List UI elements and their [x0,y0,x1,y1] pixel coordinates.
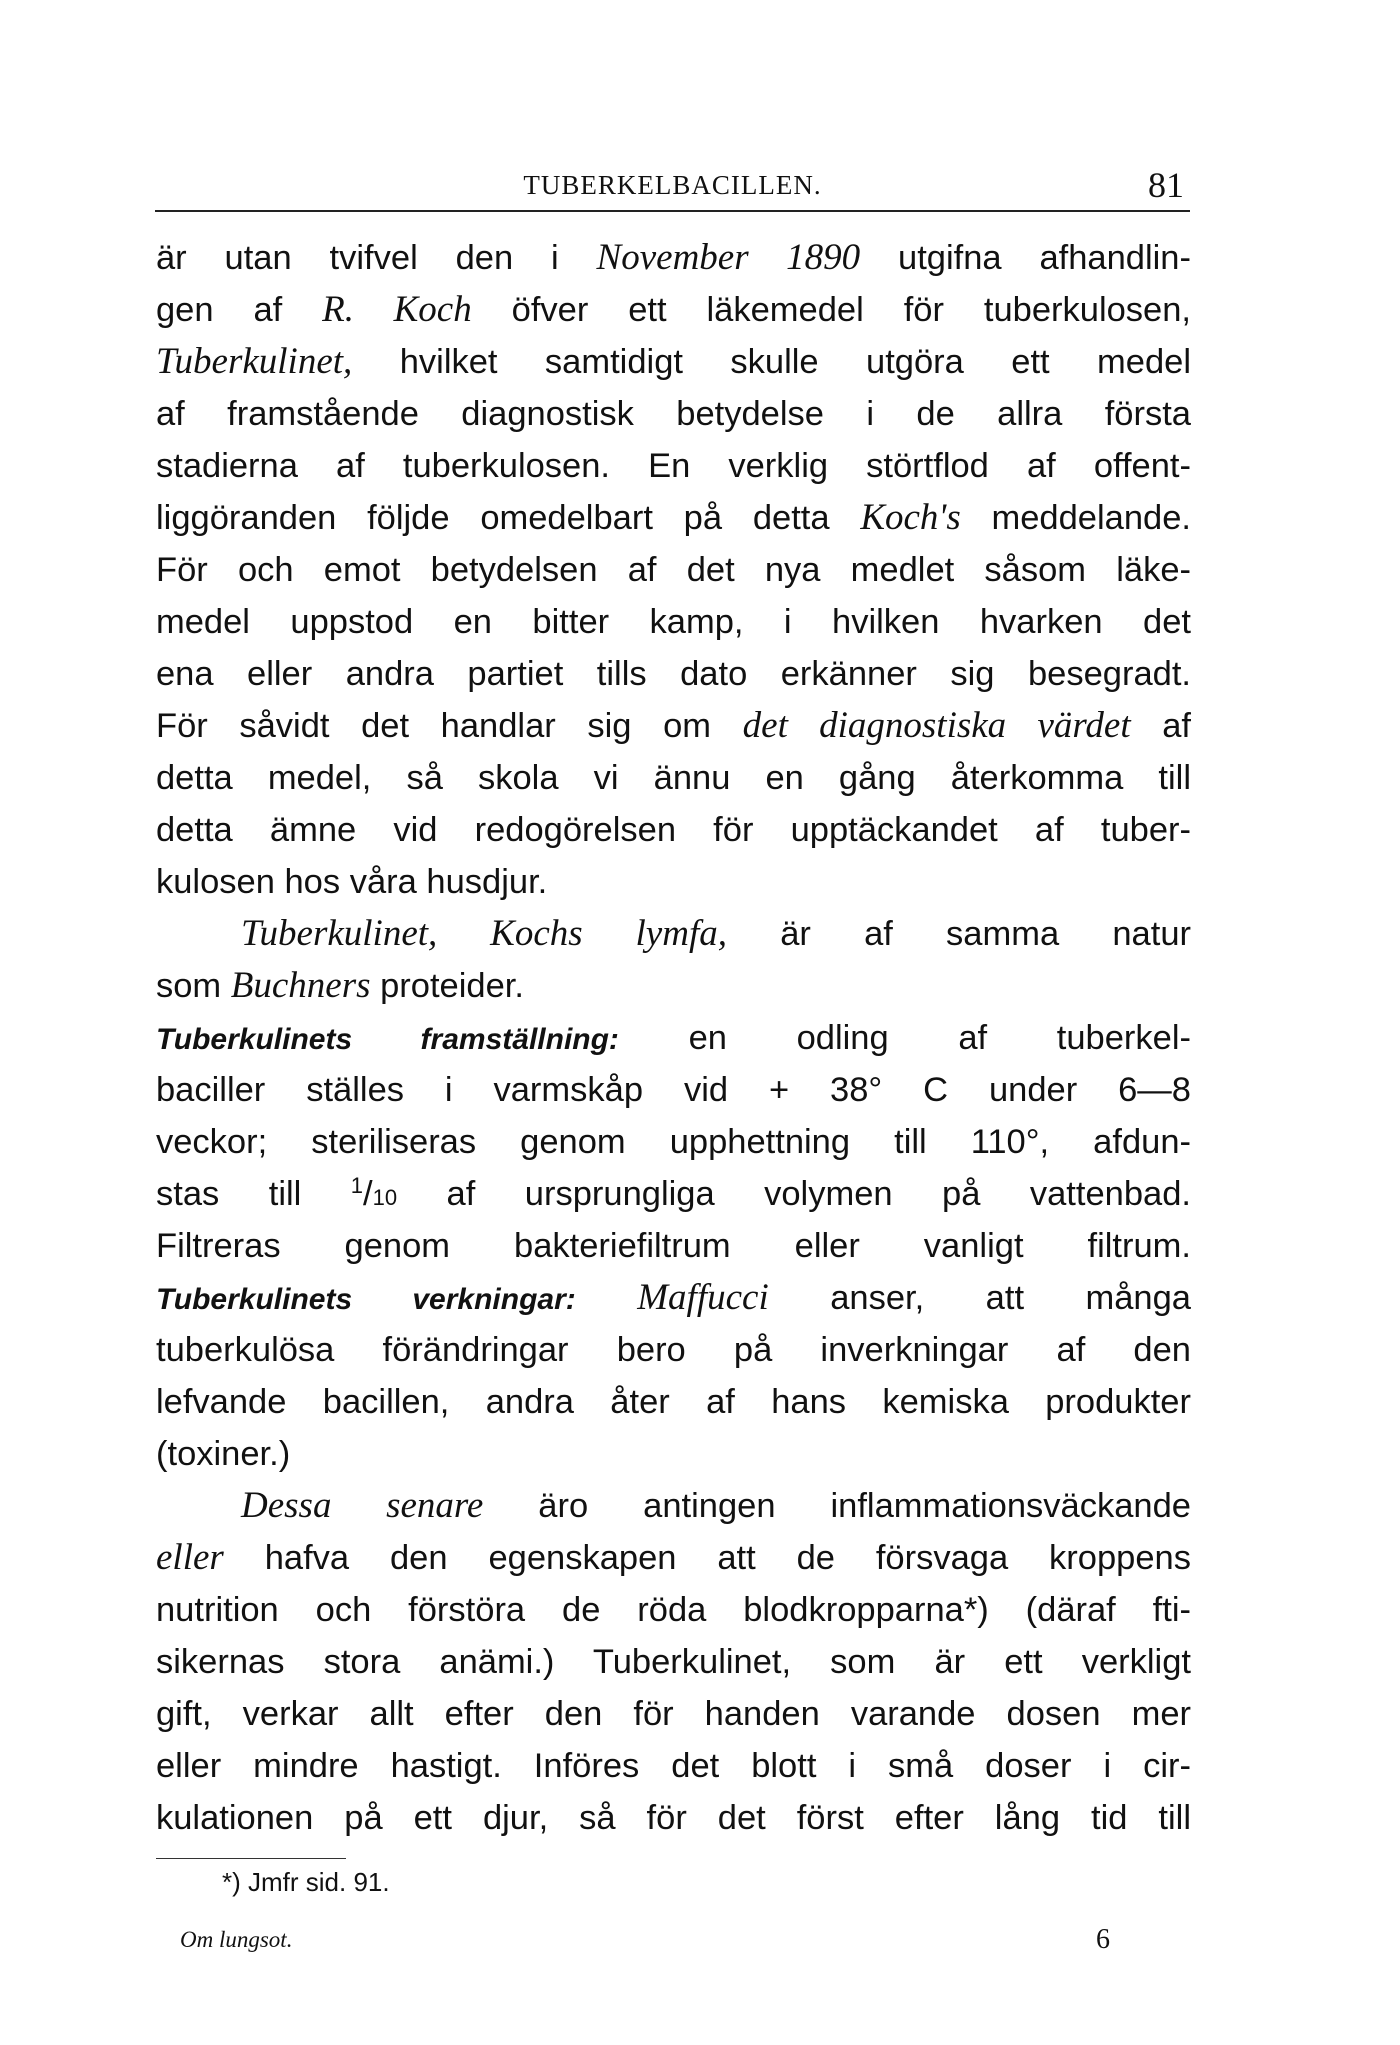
text-line [156,1220,1191,1272]
text-run: stas till [156,1175,351,1213]
text-line [156,388,1191,440]
text-run: en odling af tuberkel- [618,1019,1191,1057]
italic-text: R. Koch [322,289,472,330]
text-run: För och emot betydelsen af det nya medlet såsom läke- [156,551,1191,589]
header-rule [155,210,1190,212]
text-run: äro antingen inflammationsväckande [483,1487,1191,1525]
text-line [156,596,1191,648]
text-run: öfver ett läkemedel för tuberkulosen, [471,291,1192,329]
text-run: anser, att många [768,1279,1191,1317]
text-run: är af samma natur [726,915,1191,953]
signature-mark: Om lungsot. [180,1927,293,1952]
text-run: kulosen hos våra husdjur. [156,863,548,901]
text-line [156,1064,1191,1116]
footnote-rule [156,1858,346,1859]
page-footer [180,1920,1180,1960]
text-run: baciller ställes i varmskåp vid + 38° C under 6—8 [156,1071,1191,1109]
running-header [155,160,1190,212]
italic-text: det diagnostiska värdet [742,705,1131,746]
text-line [156,1012,1191,1064]
text-run: gift, verkar allt efter den för handen varande dosen mer [156,1695,1191,1733]
text-run: ena eller andra partiet tills dato erkänner sig besegradt. [156,655,1191,693]
text-line [156,336,1191,388]
bold-italic-heading: Tuberkulinets verkningar: [156,1283,576,1316]
text-run: detta ämne vid redogörelsen för upptäckandet af tuber- [156,811,1191,849]
text-run: (toxiner.) [156,1435,291,1473]
italic-text: Tuberkulinet, Kochs lymfa, [241,913,727,954]
text-run: Filtreras genom bakteriefiltrum eller vanligt filtrum. [156,1227,1191,1265]
text-line [156,1376,1191,1428]
text-run: är utan tvifvel den i [156,239,597,277]
text-line [156,284,1191,336]
text-run: / [363,1175,373,1213]
text-run: kulationen på ett djur, så för det först efter lång tid till [156,1799,1191,1837]
text-line [156,908,1191,960]
sheet-number: 6 [1096,1924,1110,1955]
text-run: proteider. [370,967,524,1005]
page-number: 81 [1148,165,1184,205]
text-line [156,1428,1191,1480]
text-line [156,1480,1191,1532]
text-line [156,804,1191,856]
text-line [156,1324,1191,1376]
text-line [156,1688,1191,1740]
text-line [156,492,1191,544]
text-line [156,440,1191,492]
text-run: gen af [156,291,323,329]
text-line [156,232,1191,284]
text-line [156,1116,1191,1168]
text-run: eller mindre hastigt. Införes det blott i små doser i cir- [156,1747,1191,1785]
text-run: För såvidt det handlar sig om [156,707,743,745]
text-run: af framstående diagnostisk betydelse i de allra första [156,395,1191,433]
text-run [576,1279,637,1317]
text-line [156,700,1191,752]
text-run: medel uppstod en bitter kamp, i hvilken hvarken det [156,603,1191,641]
text-run: liggöranden följde omedelbart på detta [156,499,861,537]
bold-italic-heading: Tuberkulinets framställning: [156,1023,619,1056]
text-line [156,752,1191,804]
text-line [156,1168,1191,1220]
italic-text: eller [156,1537,224,1578]
text-line [156,1272,1191,1324]
text-run: meddelande. [960,499,1191,537]
text-run: nutrition och förstöra de röda blodkropparna*) (däraf fti- [156,1591,1191,1629]
text-run: hvilket samtidigt skulle utgöra ett medel [352,343,1191,381]
text-run: tuberkulösa förändringar bero på inverkningar af den [156,1331,1191,1369]
text-run: stadierna af tuberkulosen. En verklig störtflod af offent- [156,447,1191,485]
italic-text: Tuberkulinet, [156,341,353,382]
text-line [156,544,1191,596]
text-run: detta medel, så skola vi ännu en gång återkomma till [156,759,1191,797]
text-line [156,1584,1191,1636]
italic-text: Maffucci [637,1277,769,1318]
running-title: TUBERKELBACILLEN. [523,170,822,200]
italic-text: Koch's [860,497,961,538]
text-line [156,960,1191,1012]
text-run: sikernas stora anämi.) Tuberkulinet, som är ett verkligt [156,1643,1191,1681]
italic-text: Buchners [230,965,371,1006]
italic-text: November 1890 [596,237,861,278]
text-run: af ursprungliga volymen på vattenbad. [397,1175,1191,1213]
text-run: utgifna afhandlin- [860,239,1191,277]
text-line [156,1740,1191,1792]
body-text [156,232,1191,1844]
text-run: lefvande bacillen, andra åter af hans kemiska produkter [156,1383,1191,1421]
text-line [156,1792,1191,1844]
text-run: veckor; steriliseras genom upphettning till 110°, afdun- [156,1123,1191,1161]
footnote: *) Jmfr sid. 91. [222,1867,390,1897]
italic-text: Dessa senare [241,1485,484,1526]
superscript: 1 [350,1173,364,1198]
subscript: 10 [372,1185,398,1210]
text-line [156,1636,1191,1688]
text-line [156,648,1191,700]
text-run: som [156,967,231,1005]
text-line [156,1532,1191,1584]
text-line [156,856,1191,908]
text-run: af [1130,707,1191,745]
text-run: hafva den egenskapen att de försvaga kroppens [223,1539,1191,1577]
